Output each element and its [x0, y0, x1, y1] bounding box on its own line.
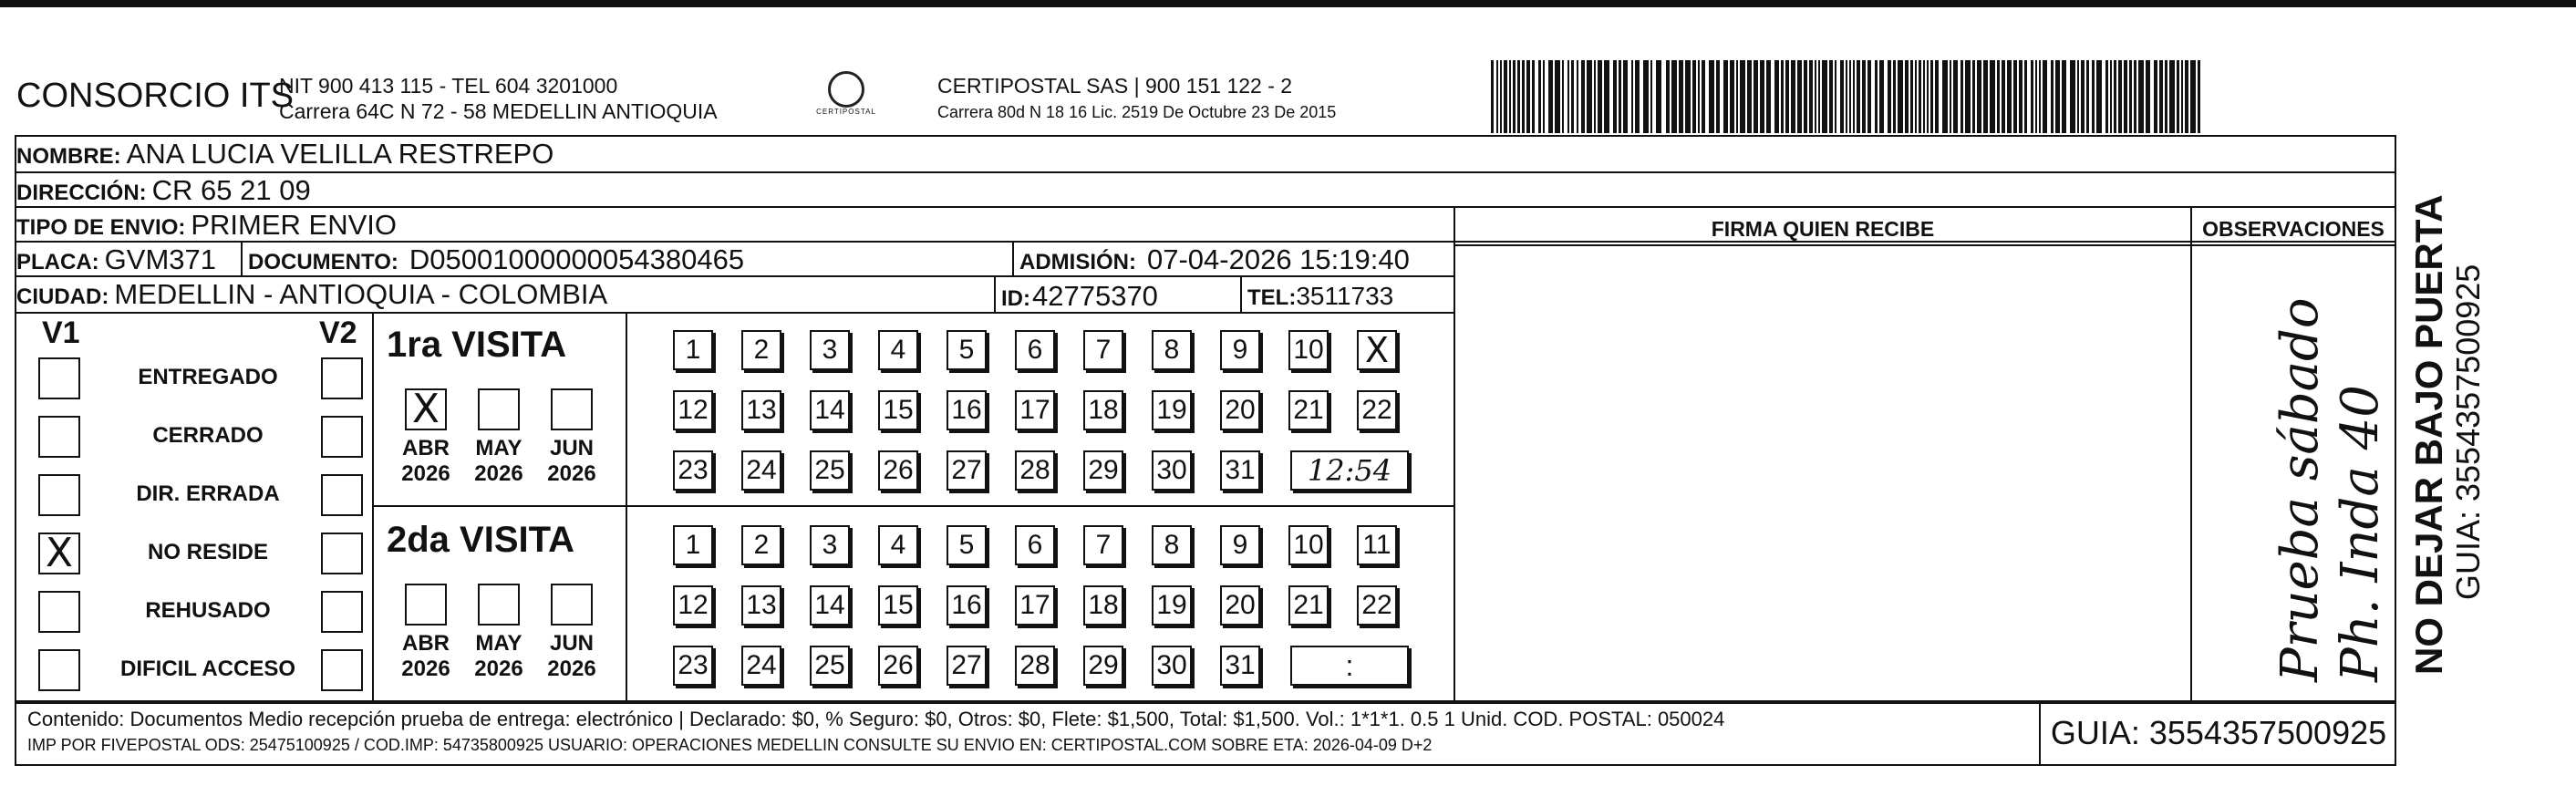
month-checkbox[interactable]	[551, 584, 593, 626]
barcode-bar	[2114, 60, 2116, 133]
barcode-bar	[1942, 60, 1948, 133]
barcode-bar	[2181, 60, 2183, 133]
day-box[interactable]: 21	[1288, 390, 1329, 430]
day-box[interactable]: 14	[810, 585, 850, 626]
barcode-bar	[1862, 60, 1866, 133]
barcode	[1491, 60, 2202, 133]
barcode-bar	[1562, 60, 1564, 133]
day-box[interactable]: 18	[1083, 585, 1123, 626]
barcode-bar	[1905, 60, 1909, 133]
barcode-bar	[1571, 60, 1574, 133]
barcode-bar	[2177, 60, 2179, 133]
barcode-bar	[2124, 60, 2127, 133]
day-box[interactable]: 18	[1083, 390, 1123, 430]
barcode-bar	[2154, 60, 2157, 133]
barcode-bar	[1879, 60, 1884, 133]
day-box[interactable]: 3	[810, 330, 850, 370]
v2-checkbox[interactable]	[321, 533, 363, 574]
visit-time[interactable]: :	[1290, 646, 1409, 686]
barcode-bar	[1747, 60, 1752, 133]
barcode-bar	[2024, 60, 2027, 133]
barcode-bar	[2198, 60, 2200, 133]
day-box[interactable]: 24	[741, 450, 781, 491]
day-box[interactable]: 26	[878, 646, 918, 686]
barcode-bar	[1538, 60, 1541, 133]
v2-header: V2	[319, 315, 357, 350]
day-box[interactable]: 8	[1152, 330, 1192, 370]
month-label-group	[394, 631, 458, 682]
barcode-bar	[1619, 60, 1621, 133]
day-box[interactable]: 4	[878, 525, 918, 565]
barcode-bar	[2118, 60, 2122, 133]
month-label: JUN	[549, 436, 594, 460]
barcode-bar	[1643, 60, 1649, 133]
day-box[interactable]: 22	[1357, 390, 1397, 430]
day-box[interactable]: 9	[1220, 525, 1260, 565]
month-label: ABR	[402, 631, 450, 656]
barcode-bar	[1930, 60, 1933, 133]
row-tipo-envio: TIPO DE ENVIO: PRIMER ENVIO	[16, 208, 2396, 243]
day-box[interactable]: 25	[810, 646, 850, 686]
month-label-group	[540, 631, 604, 682]
day-box[interactable]: 8	[1152, 525, 1192, 565]
v1-checkbox[interactable]	[38, 416, 80, 458]
barcode-bar	[1709, 60, 1714, 133]
barcode-bar	[2013, 60, 2017, 133]
barcode-bar	[1766, 60, 1771, 133]
barcode-bar	[2138, 60, 2144, 133]
day-box[interactable]: 13	[741, 390, 781, 430]
barcode-bar	[1953, 60, 1958, 133]
barcode-bar	[2165, 60, 2167, 133]
divider	[372, 505, 1454, 507]
v1-header: V1	[42, 315, 80, 350]
barcode-bar	[1791, 60, 1795, 133]
barcode-bar	[1997, 60, 2000, 133]
status-option-label: REHUSADO	[145, 598, 271, 623]
barcode-bar	[1496, 60, 1498, 133]
barcode-bar	[2007, 60, 2012, 133]
barcode-bar	[1822, 60, 1827, 133]
day-box[interactable]: 1	[673, 525, 713, 565]
month-label: JUN	[549, 631, 594, 656]
divider	[1012, 243, 1014, 277]
status-option-label: DIR. ERRADA	[136, 481, 280, 506]
day-box[interactable]: 11	[1357, 525, 1397, 565]
month-label-group	[394, 436, 458, 487]
v1-checkbox[interactable]	[38, 474, 80, 516]
barcode-bar	[1840, 60, 1844, 133]
check-mark: X	[411, 386, 440, 432]
day-box[interactable]: 23	[673, 450, 713, 491]
footer-contenido: Contenido: Documentos Medio recepción prueba de entrega: electrónico | Declarado: $0, % Seguro: $0, Otros: $0, Flete: $1,500, Total: $1,500. Vol.: 1*1*1. 0.5 1 Unid. COD. POSTAL: 050024	[27, 708, 1725, 730]
row-direccion: DIRECCIÓN: CR 65 21 09	[16, 173, 2396, 208]
day-box[interactable]: 15	[878, 390, 918, 430]
barcode-bar	[1577, 60, 1578, 133]
day-box[interactable]: 10	[1288, 525, 1329, 565]
year-label: 2026	[547, 461, 596, 486]
barcode-bar	[1679, 60, 1683, 133]
top-border	[0, 0, 2576, 7]
row-ciudad: CIUDAD: MEDELLIN - ANTIOQUIA - COLOMBIA	[16, 277, 1454, 314]
barcode-bar	[1965, 60, 1971, 133]
year-label: 2026	[401, 657, 450, 681]
v2-checkbox[interactable]	[321, 649, 363, 691]
barcode-bar	[1723, 60, 1728, 133]
month-label: MAY	[475, 631, 522, 656]
day-box[interactable]: 19	[1152, 585, 1192, 626]
barcode-bar	[1910, 60, 1913, 133]
barcode-bar	[2077, 60, 2079, 133]
barcode-bar	[1809, 60, 1813, 133]
barcode-bar	[1977, 60, 1981, 133]
observaciones-header: OBSERVACIONES	[2202, 217, 2385, 241]
day-box[interactable]: 20	[1220, 585, 1260, 626]
barcode-bar	[1526, 60, 1530, 133]
barcode-bar	[1867, 60, 1871, 133]
divider	[241, 243, 243, 277]
row-placa: PLACA: GVM371	[16, 243, 1454, 277]
v2-checkbox[interactable]	[321, 591, 363, 633]
barcode-bar	[2086, 60, 2089, 133]
barcode-bar	[2055, 60, 2060, 133]
barcode-bar	[1846, 60, 1847, 133]
day-box[interactable]: 27	[947, 646, 987, 686]
barcode-bar	[1491, 60, 1494, 133]
footer-imp: IMP POR FIVEPOSTAL ODS: 25475100925 / COD.IMP: 54735800925 USUARIO: OPERACIONES MEDELLIN CONSULTE SU ENVIO EN: CERTIPOSTAL.COM SOBRE ETA: 2026-04-09 D+2	[27, 736, 1433, 754]
month-label-group	[467, 631, 531, 682]
barcode-bar	[1835, 60, 1836, 133]
barcode-bar	[2129, 60, 2132, 133]
side-guia: GUIA: 3554357500925	[2449, 264, 2487, 600]
status-option-label: ENTREGADO	[138, 365, 278, 389]
barcode-bar	[1818, 60, 1820, 133]
barcode-bar	[2070, 60, 2075, 133]
year-label: 2026	[547, 657, 596, 681]
v2-checkbox[interactable]	[321, 357, 363, 399]
barcode-bar	[1532, 60, 1535, 133]
barcode-bar	[2134, 60, 2136, 133]
row-nombre: NOMBRE: ANA LUCIA VELILLA RESTREPO	[16, 137, 2396, 173]
barcode-bar	[1919, 60, 1921, 133]
v1-checkbox[interactable]	[38, 649, 80, 691]
month-checkbox[interactable]	[405, 584, 447, 626]
barcode-bar	[1522, 60, 1525, 133]
day-box[interactable]: 28	[1015, 646, 1055, 686]
barcode-bar	[1923, 60, 1925, 133]
barcode-bar	[1781, 60, 1784, 133]
id-field: ID:42775370	[1001, 280, 1158, 312]
firma-header: FIRMA QUIEN RECIBE	[1711, 217, 1935, 241]
month-label-group	[540, 436, 604, 487]
visit-title: 2da VISITA	[387, 520, 574, 560]
v2-checkbox[interactable]	[321, 416, 363, 458]
day-box[interactable]: 6	[1015, 525, 1055, 565]
day-box[interactable]: 5	[947, 525, 987, 565]
barcode-bar	[2051, 60, 2054, 133]
day-box[interactable]: 29	[1083, 646, 1123, 686]
day-box[interactable]: 28	[1015, 450, 1055, 491]
day-box[interactable]: 13	[741, 585, 781, 626]
day-box[interactable]: 24	[741, 646, 781, 686]
month-label: ABR	[402, 436, 450, 460]
day-box[interactable]: 16	[947, 390, 987, 430]
guia-number: GUIA: 3554357500925	[2050, 714, 2387, 751]
tel-field: TEL:3511733	[1247, 282, 1394, 310]
barcode-bar	[2002, 60, 2005, 133]
status-option-label: DIFICIL ACCESO	[119, 657, 295, 681]
divider	[626, 314, 627, 700]
barcode-bar	[1635, 60, 1640, 133]
barcode-bar	[1513, 60, 1516, 133]
barcode-bar	[1692, 60, 1696, 133]
barcode-bar	[1927, 60, 1929, 133]
observaciones-column-border	[2190, 208, 2192, 700]
barcode-bar	[1829, 60, 1833, 133]
month-checkbox[interactable]	[478, 388, 520, 430]
month-checkbox[interactable]	[551, 388, 593, 430]
barcode-bar	[1598, 60, 1602, 133]
divider	[372, 314, 374, 700]
certipostal-logo: CERTIPOSTAL	[812, 71, 881, 116]
barcode-bar	[1754, 60, 1758, 133]
barcode-bar	[1509, 60, 1511, 133]
divider	[994, 277, 996, 314]
side-instruction: NO DEJAR BAJO PUERTA	[2407, 194, 2450, 675]
company-name: CONSORCIO ITS	[16, 77, 295, 115]
year-label: 2026	[401, 461, 450, 486]
barcode-bar	[1702, 60, 1705, 133]
day-box[interactable]: 15	[878, 585, 918, 626]
day-box[interactable]: 25	[810, 450, 850, 491]
documento-field: DOCUMENTO: D05001000000054380465	[248, 243, 745, 275]
footer-border	[15, 700, 2396, 766]
carrier-name: CERTIPOSTAL SAS | 900 151 122 - 2	[937, 74, 1293, 98]
day-box[interactable]: 12	[673, 585, 713, 626]
barcode-bar	[1804, 60, 1807, 133]
barcode-bar	[1698, 60, 1700, 133]
day-box[interactable]: X	[1357, 330, 1397, 370]
barcode-bar	[1893, 60, 1896, 133]
day-box[interactable]: 3	[810, 525, 850, 565]
barcode-bar	[1594, 60, 1596, 133]
barcode-bar	[1517, 60, 1520, 133]
carrier-license: Carrera 80d N 18 16 Lic. 2519 De Octubre 23 De 2015	[937, 103, 1337, 121]
barcode-bar	[2159, 60, 2163, 133]
v1-checkbox[interactable]	[38, 530, 80, 576]
barcode-bar	[1555, 60, 1560, 133]
status-option-label: CERRADO	[152, 423, 264, 448]
month-checkbox[interactable]	[478, 584, 520, 626]
day-box[interactable]: 4	[878, 330, 918, 370]
day-box[interactable]: 23	[673, 646, 713, 686]
barcode-bar	[1760, 60, 1764, 133]
day-box[interactable]: 30	[1152, 450, 1192, 491]
day-box[interactable]: 16	[947, 585, 987, 626]
day-box[interactable]: 5	[947, 330, 987, 370]
barcode-bar	[1656, 60, 1661, 133]
company-nit: NIT 900 413 115 - TEL 604 3201000	[279, 74, 618, 98]
day-box[interactable]: 29	[1083, 450, 1123, 491]
barcode-bar	[1983, 60, 1988, 133]
barcode-bar	[1548, 60, 1553, 133]
barcode-bar	[1671, 60, 1677, 133]
barcode-bar	[1613, 60, 1617, 133]
barcode-bar	[1898, 60, 1903, 133]
day-box[interactable]: 21	[1288, 585, 1329, 626]
day-box[interactable]: 12	[673, 390, 713, 430]
day-box[interactable]: 10	[1288, 330, 1329, 370]
barcode-bar	[1815, 60, 1816, 133]
day-box[interactable]: 22	[1357, 585, 1397, 626]
barcode-bar	[1736, 60, 1738, 133]
day-box[interactable]: 20	[1220, 390, 1260, 430]
barcode-bar	[2092, 60, 2095, 133]
barcode-bar	[1716, 60, 1720, 133]
day-box[interactable]: 1	[673, 330, 713, 370]
day-box[interactable]: 27	[947, 450, 987, 491]
barcode-bar	[1774, 60, 1779, 133]
barcode-bar	[2146, 60, 2150, 133]
barcode-bar	[1587, 60, 1592, 133]
barcode-bar	[1915, 60, 1917, 133]
barcode-bar	[2190, 60, 2196, 133]
barcode-bar	[1888, 60, 1891, 133]
barcode-bar	[2062, 60, 2066, 133]
barcode-bar	[2110, 60, 2112, 133]
barcode-bar	[1950, 60, 1951, 133]
barcode-bar	[1849, 60, 1851, 133]
day-box[interactable]: 30	[1152, 646, 1192, 686]
barcode-bar	[1857, 60, 1860, 133]
firma-column-border	[1454, 208, 1455, 700]
day-box[interactable]: 31	[1220, 646, 1260, 686]
month-label-group	[467, 436, 531, 487]
day-box[interactable]: 2	[741, 525, 781, 565]
barcode-bar	[2185, 60, 2188, 133]
day-box[interactable]: 6	[1015, 330, 1055, 370]
day-box[interactable]: 26	[878, 450, 918, 491]
barcode-bar	[1543, 60, 1545, 133]
company-address: Carrera 64C N 72 - 58 MEDELLIN ANTIOQUIA	[279, 99, 718, 123]
barcode-bar	[1604, 60, 1609, 133]
barcode-bar	[1853, 60, 1855, 133]
barcode-bar	[1500, 60, 1502, 133]
barcode-bar	[1567, 60, 1569, 133]
barcode-bar	[1504, 60, 1507, 133]
month-checkbox[interactable]	[405, 388, 447, 430]
barcode-bar	[2096, 60, 2102, 133]
barcode-bar	[1990, 60, 1995, 133]
barcode-bar	[1740, 60, 1745, 133]
barcode-bar	[2035, 60, 2037, 133]
handwritten-note-1: Prueba sábado	[2271, 297, 2330, 682]
day-box[interactable]: 19	[1152, 390, 1192, 430]
barcode-bar	[2043, 60, 2047, 133]
barcode-bar	[1685, 60, 1691, 133]
barcode-bar	[1785, 60, 1789, 133]
barcode-bar	[2081, 60, 2085, 133]
barcode-bar	[1960, 60, 1963, 133]
barcode-bar	[1581, 60, 1585, 133]
barcode-bar	[1623, 60, 1628, 133]
barcode-bar	[1797, 60, 1802, 133]
visit-title: 1ra VISITA	[387, 325, 567, 365]
handwritten-note-2: Ph. Inda 40	[2331, 385, 2390, 682]
day-box[interactable]: 7	[1083, 525, 1123, 565]
barcode-bar	[1631, 60, 1633, 133]
visit-time[interactable]: 12:54	[1290, 450, 1409, 491]
check-mark: X	[45, 530, 74, 576]
divider	[1454, 244, 2396, 246]
v1-checkbox[interactable]	[38, 591, 80, 633]
admision-field: ADMISIÓN: 07-04-2026 15:19:40	[1019, 243, 1410, 275]
month-label: MAY	[475, 436, 522, 460]
barcode-bar	[1650, 60, 1652, 133]
v1-checkbox[interactable]	[38, 357, 80, 399]
barcode-bar	[2105, 60, 2108, 133]
barcode-bar	[2031, 60, 2033, 133]
barcode-bar	[2039, 60, 2041, 133]
year-label: 2026	[474, 657, 523, 681]
year-label: 2026	[474, 461, 523, 486]
v2-checkbox[interactable]	[321, 474, 363, 516]
day-box[interactable]: 9	[1220, 330, 1260, 370]
barcode-bar	[1730, 60, 1734, 133]
divider	[1240, 277, 1242, 314]
day-box[interactable]: 17	[1015, 585, 1055, 626]
day-box[interactable]: 2	[741, 330, 781, 370]
barcode-bar	[1935, 60, 1939, 133]
day-box[interactable]: 17	[1015, 390, 1055, 430]
day-box[interactable]: 14	[810, 390, 850, 430]
status-option-label: NO RESIDE	[147, 540, 269, 564]
barcode-bar	[2169, 60, 2175, 133]
barcode-bar	[1666, 60, 1670, 133]
day-box[interactable]: 7	[1083, 330, 1123, 370]
barcode-bar	[1972, 60, 1975, 133]
barcode-bar	[1875, 60, 1878, 133]
barcode-bar	[2019, 60, 2023, 133]
day-box[interactable]: 31	[1220, 450, 1260, 491]
